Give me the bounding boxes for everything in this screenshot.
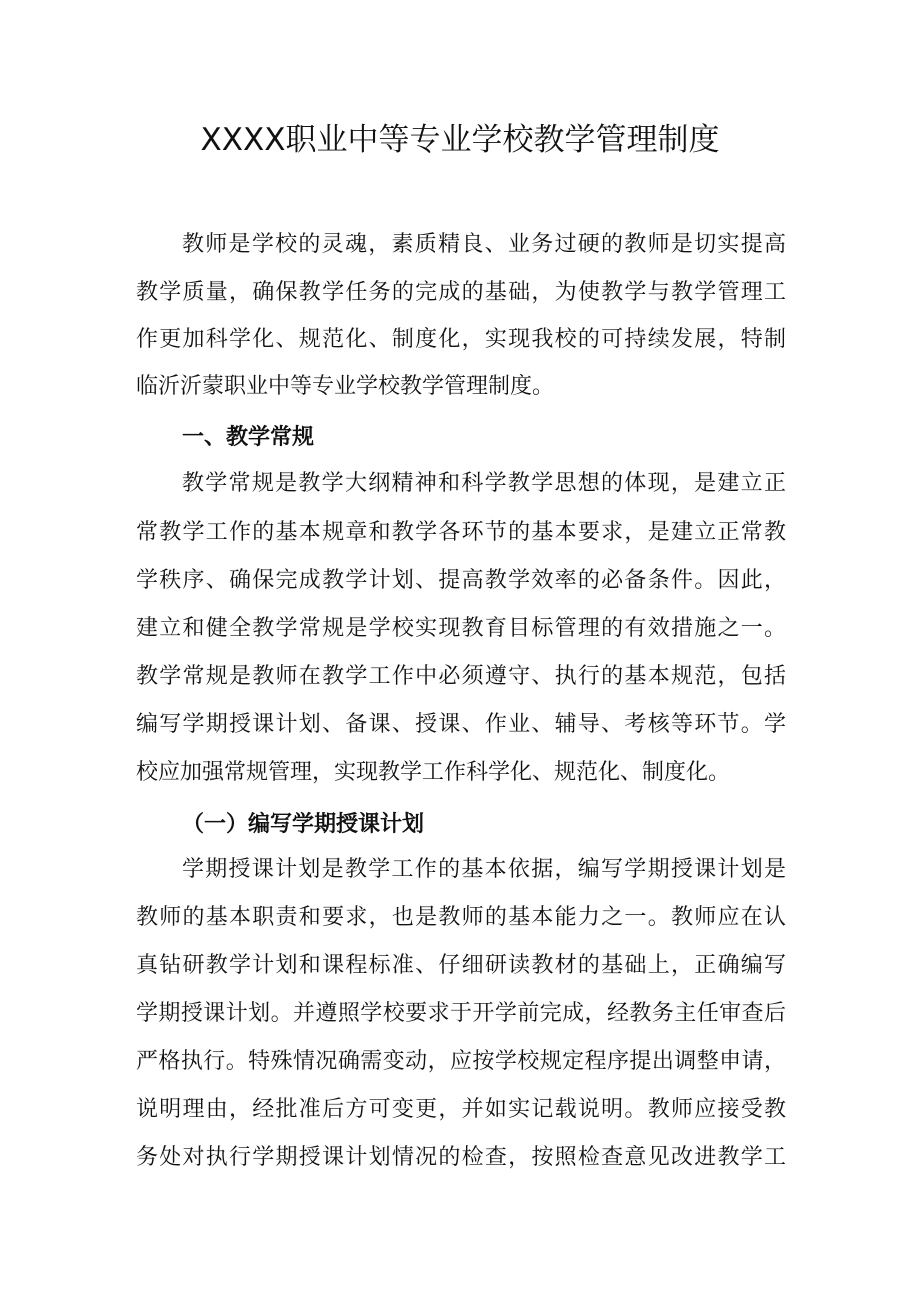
intro-line: 教师是学校的灵魂，素质精良、业务过硬的教师是切实提高 (182, 232, 786, 257)
subsection-line: 说明理由，经批准后方可变更，并如实记载说明。教师应接受教 (136, 1097, 786, 1122)
section-line: 教学常规是教学大纲精神和科学教学思想的体现，是建立正 (182, 471, 786, 496)
intro-line: 临沂沂蒙职业中等专业学校教学管理制度。 (136, 374, 555, 399)
subsection-heading: （一）编写学期授课计划 (182, 811, 425, 837)
intro-line: 教学质量，确保教学任务的完成的基础，为使教学与教学管理工 (136, 280, 786, 305)
subsection-line: 务处对执行学期授课计划情况的检查，按照检查意见改进教学工 (136, 1145, 786, 1170)
subsection-line: 学期授课计划。并遵照学校要求于开学前完成，经教务主任审查后 (136, 1001, 786, 1026)
section-line: 教学常规是教师在教学工作中必须遵守、执行的基本规范，包括 (136, 664, 786, 689)
section-line: 常教学工作的基本规章和教学各环节的基本要求，是建立正常教 (136, 520, 786, 545)
document-title: XXXX职业中等专业学校教学管理制度 (200, 122, 720, 158)
subsection-line: 学期授课计划是教学工作的基本依据，编写学期授课计划是 (182, 857, 786, 882)
section-heading: 一、教学常规 (182, 425, 315, 450)
subsection-line: 严格执行。特殊情况确需变动，应按学校规定程序提出调整申请， (136, 1049, 786, 1074)
subsection-line: 真钻研教学计划和课程标准、仔细研读教材的基础上，正确编写 (136, 953, 786, 978)
section-line: 学秩序、确保完成教学计划、提高教学效率的必备条件。因此， (136, 568, 786, 593)
section-line: 校应加强常规管理，实现教学工作科学化、规范化、制度化。 (136, 760, 731, 785)
subsection-line: 教师的基本职责和要求，也是教师的基本能力之一。教师应在认 (136, 905, 786, 930)
section-line: 建立和健全教学常规是学校实现教育目标管理的有效措施之一。 (136, 616, 786, 641)
section-line: 编写学期授课计划、备课、授课、作业、辅导、考核等环节。学 (136, 712, 786, 737)
intro-line: 作更加科学化、规范化、制度化，实现我校的可持续发展，特制 (136, 327, 786, 352)
